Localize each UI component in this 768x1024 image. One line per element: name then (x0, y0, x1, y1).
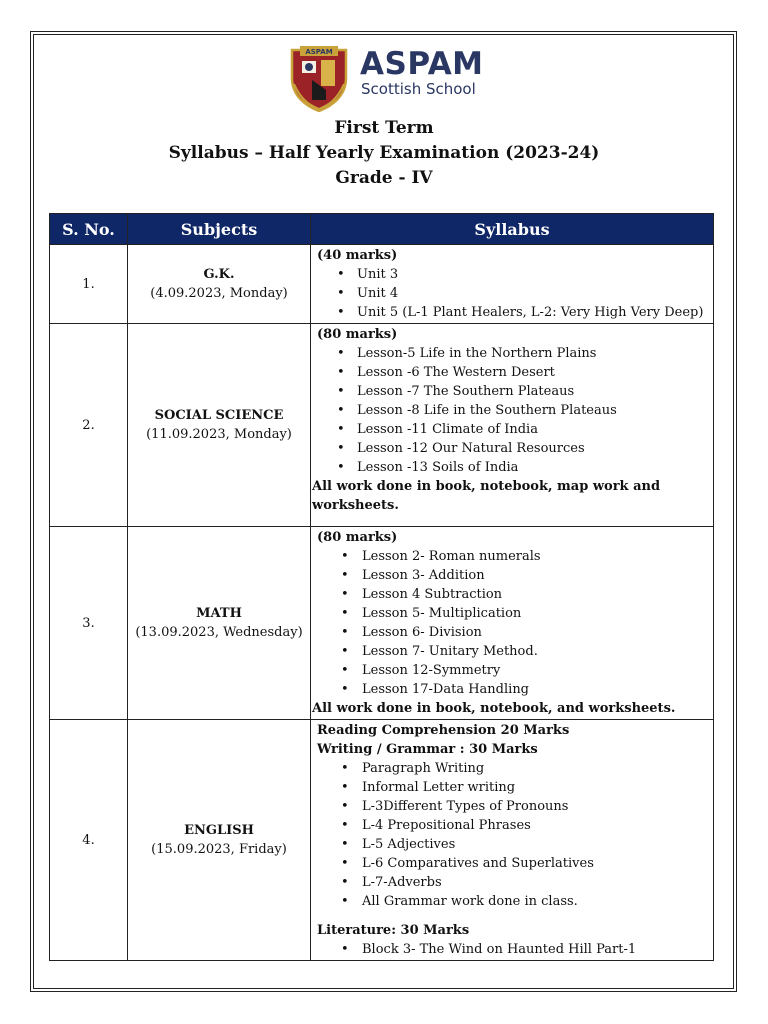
exam-date: (13.09.2023, Wednesday) (135, 625, 303, 640)
list-item: • Lesson 6- Division (317, 623, 709, 642)
work-note: All work done in book, notebook, map work and worksheets. (312, 479, 661, 513)
writing-marks: Writing / Grammar : 30 Marks (317, 742, 538, 757)
work-note: All work done in book, notebook, and worksheets. (312, 701, 676, 716)
list-item: • Lesson 2- Roman numerals (317, 547, 709, 566)
list-item: • Lesson -11 Climate of India (317, 420, 709, 439)
list-item: • Lesson -12 Our Natural Resources (317, 439, 709, 458)
list-item: • Lesson -8 Life in the Southern Plateaus (317, 401, 709, 420)
list-item: • Lesson -13 Soils of India (317, 458, 709, 477)
list-item: • Informal Letter writing (317, 778, 709, 797)
list-item: • Lesson-5 Life in the Northern Plains (317, 344, 709, 363)
list-item: • Lesson 5- Multiplication (317, 604, 709, 623)
literature-marks: Literature: 30 Marks (317, 923, 470, 938)
list-item: • Lesson 4 Subtraction (317, 585, 709, 604)
syllabus-list (317, 547, 709, 699)
table-row-english (50, 720, 714, 961)
row-sno: 1. (50, 245, 128, 324)
exam-date: (11.09.2023, Monday) (146, 427, 292, 442)
syllabus-cell (311, 527, 714, 720)
syllabus-cell (311, 720, 714, 961)
list-item: • Lesson 7- Unitary Method. (317, 642, 709, 661)
list-item: • Unit 4 (317, 284, 709, 303)
table-row-social-science (50, 324, 714, 527)
subject-cell (128, 324, 311, 527)
list-item: • Lesson -6 The Western Desert (317, 363, 709, 382)
spacer (317, 911, 709, 921)
marks-label: (80 marks) (317, 327, 398, 342)
exam-date: (15.09.2023, Friday) (151, 842, 287, 857)
list-item: • L-4 Prepositional Phrases (317, 816, 709, 835)
syllabus-list (317, 344, 709, 477)
row-sno: 2. (50, 324, 128, 527)
logo-name: ASPAM (360, 46, 484, 82)
subject-cell (128, 720, 311, 961)
subject-name: MATH (196, 606, 242, 621)
list-item: • Unit 5 (L-1 Plant Healers, L-2: Very High Very Deep) (317, 303, 709, 322)
reading-marks: Reading Comprehension 20 Marks (317, 723, 570, 738)
literature-list (317, 940, 709, 959)
exam-title: Syllabus – Half Yearly Examination (2023-24) (168, 143, 600, 163)
column-header-sno: S. No. (50, 214, 128, 245)
list-item: • Lesson 17-Data Handling (317, 680, 709, 699)
grade-heading: Grade - IV (335, 168, 433, 188)
row-sno: 4. (50, 720, 128, 961)
syllabus-cell (311, 324, 714, 527)
school-logo (288, 44, 488, 114)
syllabus-list (317, 265, 709, 322)
crest-lettering: ASPAM (305, 48, 333, 56)
list-item: • L-6 Comparatives and Superlatives (317, 854, 709, 873)
table-header-row (50, 214, 714, 245)
logo-subtitle: Scottish School (361, 80, 476, 98)
list-item: • Lesson -7 The Southern Plateaus (317, 382, 709, 401)
list-item: • All Grammar work done in class. (317, 892, 709, 911)
term-heading: First Term (334, 118, 434, 138)
subject-cell (128, 527, 311, 720)
table-row-math (50, 527, 714, 720)
subject-cell (128, 245, 311, 324)
list-item: • L-3Different Types of Pronouns (317, 797, 709, 816)
syllabus-table (49, 213, 714, 961)
school-crest-icon (288, 44, 350, 112)
subject-name: ENGLISH (184, 823, 254, 838)
row-sno: 3. (50, 527, 128, 720)
column-header-syllabus: Syllabus (311, 214, 714, 245)
list-item: • Paragraph Writing (317, 759, 709, 778)
subject-name: G.K. (203, 267, 235, 282)
list-item: • Lesson 12-Symmetry (317, 661, 709, 680)
list-item: • Lesson 3- Addition (317, 566, 709, 585)
marks-label: (80 marks) (317, 530, 398, 545)
list-item: • L-5 Adjectives (317, 835, 709, 854)
syllabus-list (317, 759, 709, 911)
exam-date: (4.09.2023, Monday) (150, 286, 288, 301)
marks-label: (40 marks) (317, 248, 398, 263)
table-row-gk (50, 245, 714, 324)
column-header-subjects: Subjects (128, 214, 311, 245)
list-item: • L-7-Adverbs (317, 873, 709, 892)
list-item: • Unit 3 (317, 265, 709, 284)
subject-name: SOCIAL SCIENCE (154, 408, 284, 423)
list-item: • Block 3- The Wind on Haunted Hill Part-1 (317, 940, 709, 959)
syllabus-cell (311, 245, 714, 324)
